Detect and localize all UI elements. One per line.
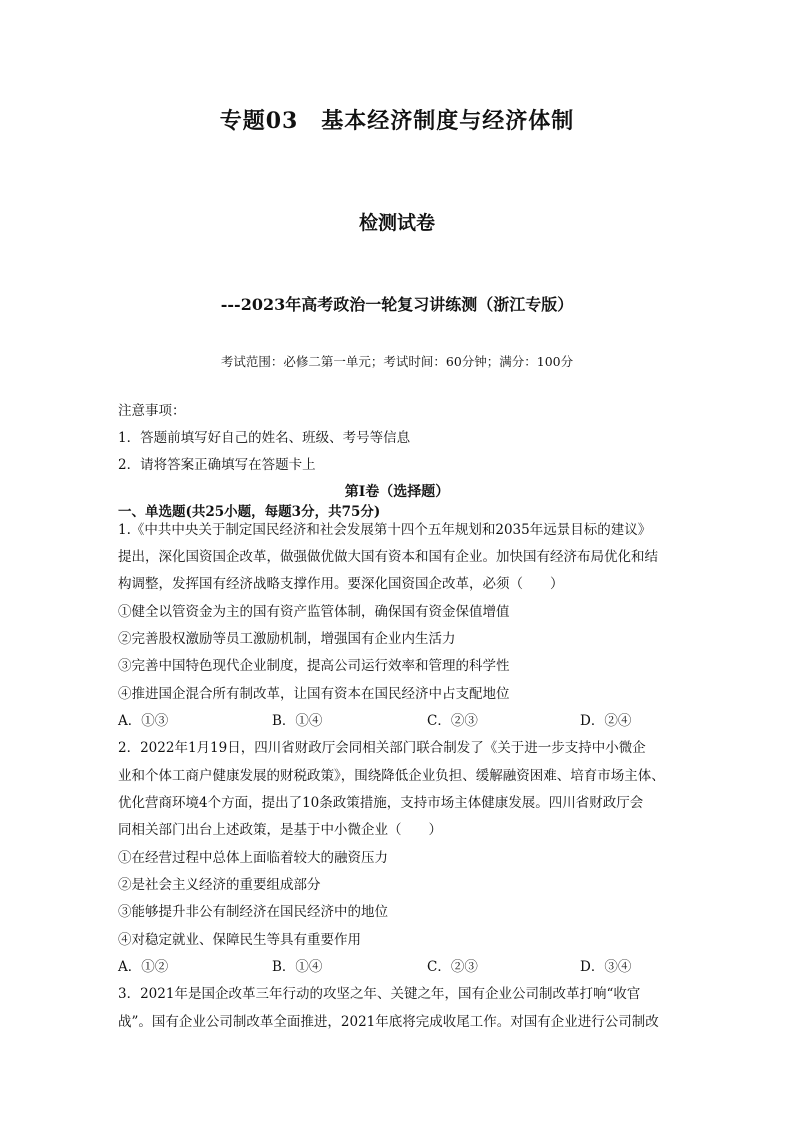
- q2-statement-1: ①在经营过程中总体上面临着较大的融资压力: [118, 850, 388, 866]
- q2-line-3: 优化营商环境4个方面，提出了10条政策措施，支持市场主体健康发展。四川省财政厅会: [118, 795, 644, 811]
- notes-item-2: 2．请将答案正确填写在答题卡上: [118, 457, 316, 473]
- q1-line-1: 1.《中共中央关于制定国民经济和社会发展第十四个五年规划和2035年远景目标的建议》: [118, 522, 652, 538]
- series-title: ---2023年高考政治一轮复习讲练测（浙江专版）: [220, 295, 574, 314]
- q2-line-4: 同相关部门出台上述政策，是基于中小微企业（ ）: [118, 822, 442, 838]
- q1-statement-3: ③完善中国特色现代企业制度，提高公司运行效率和管理的科学性: [118, 658, 510, 674]
- page-title: 专题03 基本经济制度与经济体制: [219, 108, 575, 134]
- q2-option-c[interactable]: C．②③: [427, 959, 478, 975]
- q1-statement-1: ①健全以管资金为主的国有资产监管体制，确保国有资金保值增值: [118, 604, 510, 620]
- q2-statement-2: ②是社会主义经济的重要组成部分: [118, 877, 321, 893]
- q1-statement-2: ②完善股权激励等员工激励机制，增强国有企业内生活力: [118, 631, 456, 647]
- q1-option-b[interactable]: B．①④: [272, 713, 323, 729]
- q1-option-c[interactable]: C．②③: [427, 713, 478, 729]
- q2-option-a[interactable]: A．①②: [118, 959, 169, 975]
- q2-option-b[interactable]: B．①④: [272, 959, 323, 975]
- q3-line-2: 战”。国有企业公司制改革全面推进，2021年底将完成收尾工作。对国有企业进行公司制改: [118, 1014, 659, 1030]
- notes-heading: 注意事项：: [118, 403, 186, 419]
- section-title: 第I卷（选择题）: [344, 484, 450, 500]
- q2-statement-3: ③能够提升非公有制经济在国民经济中的地位: [118, 904, 388, 920]
- q2-statement-4: ④对稳定就业、保障民生等具有重要作用: [118, 932, 361, 948]
- page-subtitle: 检测试卷: [358, 212, 435, 234]
- q2-option-d[interactable]: D．③④: [580, 959, 632, 975]
- q1-option-d[interactable]: D．②④: [580, 713, 632, 729]
- notes-item-1: 1．答题前填写好自己的姓名、班级、考号等信息: [118, 430, 411, 446]
- q1-statement-4: ④推进国企混合所有制改革，让国有资本在国民经济中占支配地位: [118, 686, 510, 702]
- q1-option-a[interactable]: A．①③: [118, 713, 169, 729]
- q2-line-2: 业和个体工商户健康发展的财税政策》，围绕降低企业负担、缓解融资困难、培育市场主体、: [118, 768, 665, 784]
- q1-line-3: 构调整，发挥国有经济战略支撑作用。要深化国资国企改革，必须（ ）: [118, 576, 564, 592]
- exam-info: 考试范围：必修二第一单元；考试时间：60分钟；满分：100分: [220, 354, 574, 369]
- q3-line-1: 3．2021年是国企改革三年行动的攻坚之年、关键之年，国有企业公司制改革打响“收官: [118, 986, 641, 1002]
- q2-line-1: 2．2022年1月19日，四川省财政厅会同相关部门联合制发了《关于进一步支持中小微企: [118, 740, 646, 756]
- part-title: 一、单选题(共25小题，每题3分，共75分): [118, 504, 381, 520]
- q1-line-2: 提出，深化国资国企改革，做强做优做大国有资本和国有企业。加快国有经济布局优化和结: [118, 549, 658, 565]
